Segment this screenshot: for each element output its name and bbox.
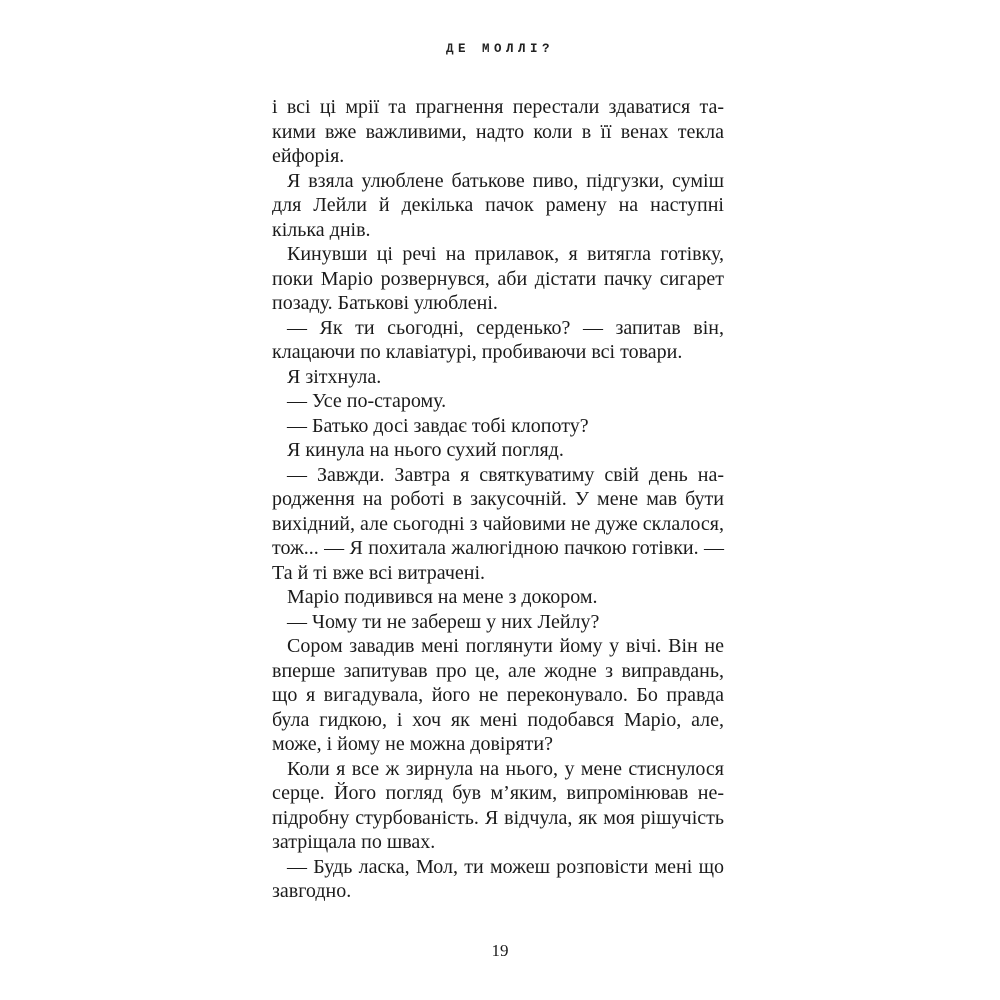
paragraph: — Чому ти не забереш у них Лейлу? <box>287 610 600 633</box>
paragraph: — Будь ласка, Мол, ти можеш розповісти мені що завгодно. <box>272 855 724 902</box>
paragraph: Я кинула на нього сухий погляд. <box>287 439 564 461</box>
paragraph: Сором завадив мені поглянути йому у вічі. Він не вперше запитував про це, але жодне з виправдань, що я вигадувала, його не переконувало. Бо правда була гидкою, і хоч як мені подобався Маріо, але, може, і йому не можна довіряти? <box>272 635 724 755</box>
paragraph: — Як ти сьогодні, серденько? — запитав він, клацаючи по клавіатурі, пробиваючи всі товари. <box>272 316 724 363</box>
paragraph: Кинувши ці речі на прилавок, я витягла готівку, поки Маріо розвернувся, аби дістати пачку сигарет позаду. Батькові улюблені. <box>272 243 724 314</box>
paragraph: Я взяла улюблене батькове пиво, підгузки, суміш для Лейли й декілька пачок рамену на наступні кілька днів. <box>272 169 724 241</box>
text-block <box>272 95 724 904</box>
paragraph: Я зітхнула. <box>287 365 382 388</box>
paragraph: — Завжди. Завтра я святкуватиму свій день народження на роботі в закусочній. У мене мав бути вихідний, але сьогодні з чайовими не дуже склалося, тож... — Я похитала жалюгідною пачкою готівки. — Та й ті вже всі витрачені. <box>272 463 724 584</box>
paragraph: Коли я все ж зирнула на нього, у мене стиснулося серце. Його погляд був м’яким, випромінював непідробну стурбованість. Я відчула, як моя рішучість затріщала по швах. <box>272 757 724 853</box>
paragraph: Маріо подивився на мене з докором. <box>287 586 598 608</box>
paragraph: — Усе по-старому. <box>287 390 447 412</box>
page-number: 19 <box>491 941 509 960</box>
running-header: ДЕ МОЛЛІ? <box>445 42 554 56</box>
paragraph: — Батько досі завдає тобі клопоту? <box>287 414 589 437</box>
paragraph: і всі ці мрії та прагнення перестали здаватися такими вже важливими, надто коли в її венах текла ейфорія. <box>272 96 724 167</box>
